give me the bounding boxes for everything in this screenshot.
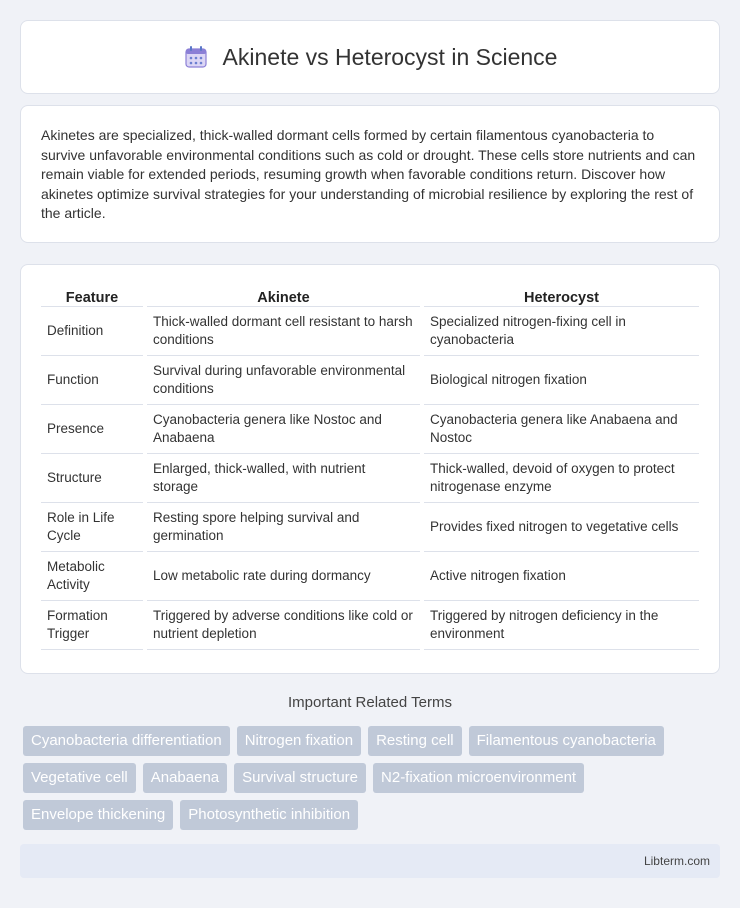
feature-cell: Function bbox=[41, 356, 143, 405]
related-term-tag[interactable]: N2-fixation microenvironment bbox=[373, 763, 584, 793]
akinete-cell: Low metabolic rate during dormancy bbox=[147, 552, 420, 601]
akinete-cell: Thick-walled dormant cell resistant to harsh conditions bbox=[147, 307, 420, 356]
table-row bbox=[41, 356, 699, 405]
intro-card bbox=[20, 105, 720, 243]
related-term-tag[interactable]: Cyanobacteria differentiation bbox=[23, 726, 230, 756]
table-row bbox=[41, 405, 699, 454]
calendar-icon bbox=[183, 44, 209, 70]
table-row bbox=[41, 601, 699, 650]
related-term-tag[interactable]: Survival structure bbox=[234, 763, 366, 793]
related-term-tag[interactable]: Filamentous cyanobacteria bbox=[469, 726, 664, 756]
feature-cell: Definition bbox=[41, 307, 143, 356]
related-term-tag[interactable]: Envelope thickening bbox=[23, 800, 173, 830]
akinete-cell: Resting spore helping survival and germination bbox=[147, 503, 420, 552]
heterocyst-cell: Triggered by nitrogen deficiency in the environment bbox=[424, 601, 699, 650]
column-header-feature: Feature bbox=[41, 285, 143, 307]
related-term-tag[interactable]: Nitrogen fixation bbox=[237, 726, 361, 756]
related-term-tag[interactable]: Resting cell bbox=[368, 726, 462, 756]
header-card bbox=[20, 20, 720, 94]
akinete-cell: Cyanobacteria genera like Nostoc and Anabaena bbox=[147, 405, 420, 454]
heterocyst-cell: Active nitrogen fixation bbox=[424, 552, 699, 601]
feature-cell: Metabolic Activity bbox=[41, 552, 143, 601]
related-term-tag[interactable]: Vegetative cell bbox=[23, 763, 136, 793]
feature-cell: Formation Trigger bbox=[41, 601, 143, 650]
feature-cell: Structure bbox=[41, 454, 143, 503]
related-term-tag[interactable]: Photosynthetic inhibition bbox=[180, 800, 358, 830]
table-row bbox=[41, 503, 699, 552]
heterocyst-cell: Specialized nitrogen-fixing cell in cyanobacteria bbox=[424, 307, 699, 356]
heterocyst-cell: Thick-walled, devoid of oxygen to protect nitrogenase enzyme bbox=[424, 454, 699, 503]
akinete-cell: Enlarged, thick-walled, with nutrient storage bbox=[147, 454, 420, 503]
akinete-cell: Survival during unfavorable environmental conditions bbox=[147, 356, 420, 405]
heterocyst-cell: Cyanobacteria genera like Anabaena and Nostoc bbox=[424, 405, 699, 454]
column-header-akinete: Akinete bbox=[147, 285, 420, 307]
heterocyst-cell: Biological nitrogen fixation bbox=[424, 356, 699, 405]
footer-site-link[interactable]: Libterm.com bbox=[643, 854, 710, 868]
table-row bbox=[41, 454, 699, 503]
related-terms-title: Important Related Terms bbox=[288, 694, 452, 711]
page-title: Akinete vs Heterocyst in Science bbox=[222, 43, 558, 70]
comparison-table bbox=[37, 285, 703, 650]
table-row bbox=[41, 307, 699, 356]
footer bbox=[20, 844, 720, 878]
intro-text: Akinetes are specialized, thick-walled dormant cells formed by certain filamentous cyanobacteria to survive unfavorable environmental conditions such as cold or drought. These cells store nutrients and can remain viable for extended periods, resuming growth when favorable conditions return. Discover how akinetes optimize survival strategies for your understanding of microbial resilience by exploring the rest of the article. bbox=[41, 127, 696, 221]
heterocyst-cell: Provides fixed nitrogen to vegetative cells bbox=[424, 503, 699, 552]
feature-cell: Presence bbox=[41, 405, 143, 454]
related-term-tag[interactable]: Anabaena bbox=[143, 763, 227, 793]
akinete-cell: Triggered by adverse conditions like cold or nutrient depletion bbox=[147, 601, 420, 650]
column-header-heterocyst: Heterocyst bbox=[424, 285, 699, 307]
table-row bbox=[41, 552, 699, 601]
related-terms-list bbox=[23, 726, 723, 837]
comparison-table-card bbox=[20, 264, 720, 674]
feature-cell: Role in Life Cycle bbox=[41, 503, 143, 552]
table-header-row bbox=[41, 285, 699, 307]
